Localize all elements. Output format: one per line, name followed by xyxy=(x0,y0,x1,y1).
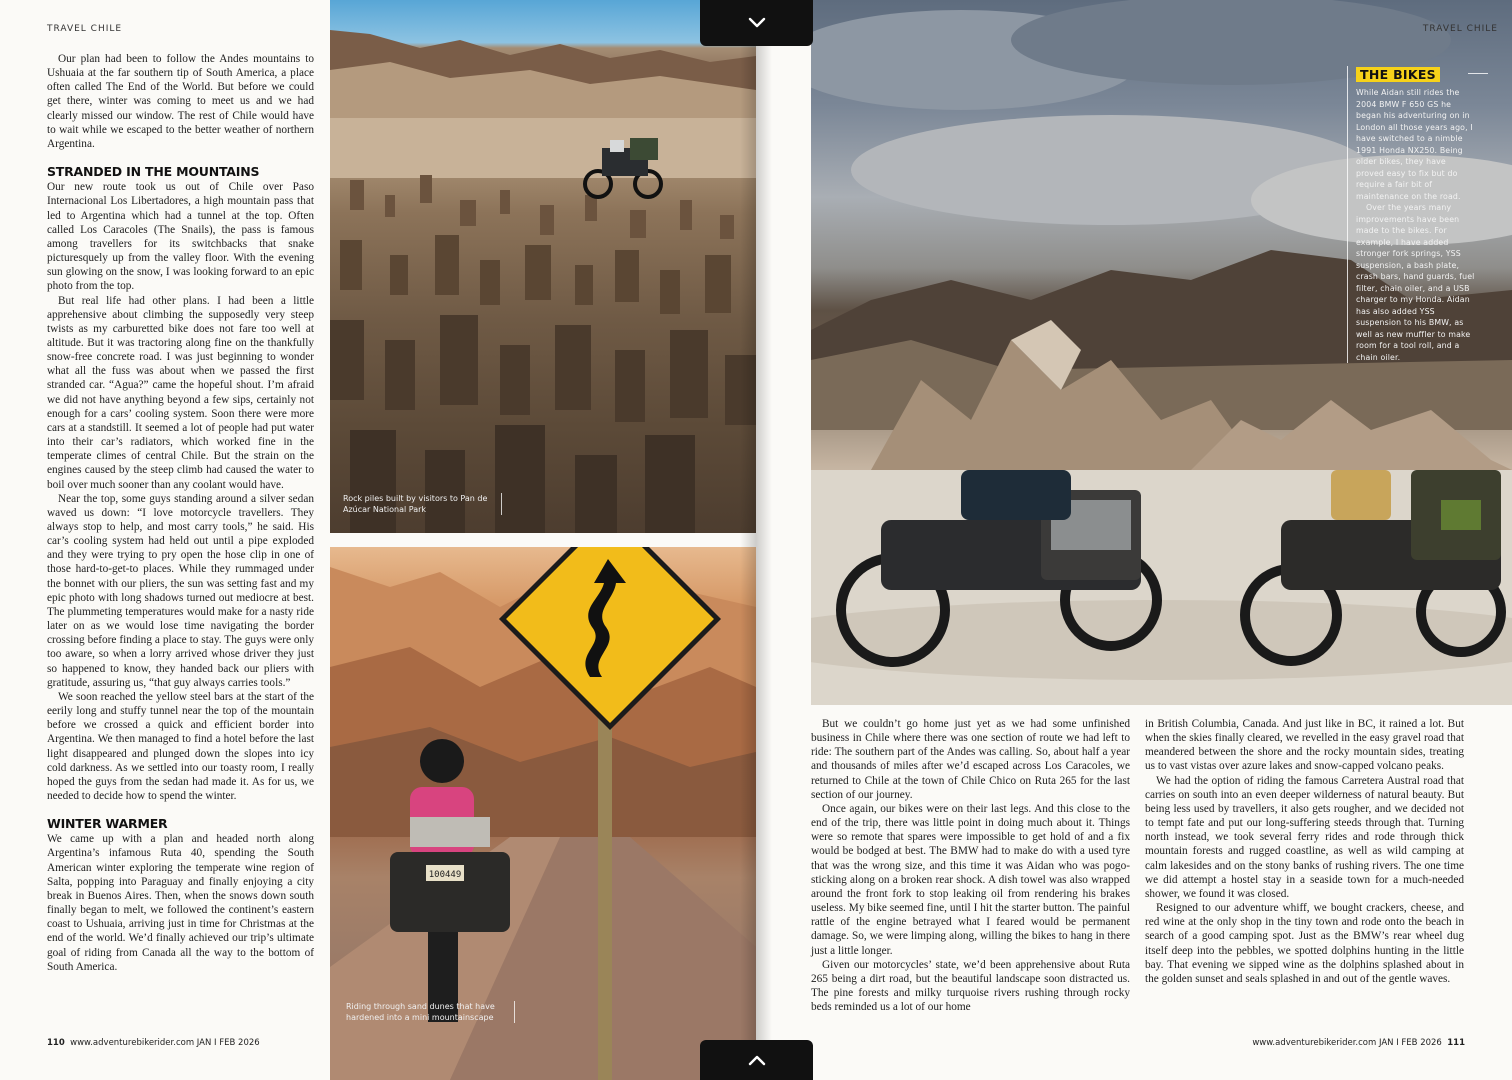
right-column-2 xyxy=(1145,717,1464,986)
paragraph: But real life had other plans. I had been a little apprehensive about climbing the supposedly very steep twists as my carburetted bike does not fare too well at altitude. But it was tractoring along fine on the thankfully snow-free concrete road. I was just beginning to wonder what all the fuss was about when we passed the first stranded car. “Agua?” came the hopeful shout. I’m afraid we did not have anything beyond a few sips, certainly not enough for a cars’ cooling system. Soon there were more cars at a standstill. It seemed a lot of people had put water into their car’s radiators, which worked fine in the temperate climes of central Chile. But the strain on the engines caused by the steep climb had caused the water to boil over much sooner than any coolant would have. xyxy=(47,294,314,491)
folio xyxy=(47,1038,260,1048)
paragraph: But we couldn’t go home just yet as we had some unfinished business in Chile where there was one section of route we had left to ride: The southern part of the Andes was calling. So, about half a year and thousands of miles after we’d escaped across Los Caracoles, we returned to Chile at the town of Chile Chico on Ruta 265 for the last section of our journey. xyxy=(811,718,1130,801)
photo-caption: Rock piles built by visitors to Pan de Azúcar National Park xyxy=(343,493,502,515)
folio-text: www.adventurebikerider.com JAN I FEB 2026 xyxy=(70,1038,260,1048)
paragraph: Our new route took us out of Chile over Paso Internacional Los Libertadores, a high mountain pass that led to Argentina which had a tunnel at the top. Often called Los Caracoles (The Snails), the pass is famous among travellers for its switchbacks that snake picturesquely up from the valley floor. With the evening sun glowing on the snow, I was looking forward to an epic photo from the top. xyxy=(47,181,314,293)
expand-thumbnails-button[interactable] xyxy=(700,1040,813,1080)
right-column-1 xyxy=(811,717,1130,1014)
paragraph: Given our motorcycles’ state, we’d been apprehensive about Ruta 265 being a dirt road, but the beautiful landscape soon distracted us. The pine forests and milky turquoise rivers rushing through rocky beds reminded us a lot of our home xyxy=(811,958,1130,1014)
sidebar-rule xyxy=(1468,73,1488,74)
photo-rock-piles xyxy=(330,0,756,533)
photo-rock-piles-art xyxy=(330,0,756,533)
sidebar-paragraph: While Aidan still rides the 2004 BMW F 650 GS he began his adventuring on in London all those years ago, I have switched to a nimble 1991 Honda NX250. Being older bikes, they have proved easy to fix but do require a fair bit of maintenance on the road. xyxy=(1356,88,1473,201)
section-label: TRAVEL CHILE xyxy=(47,24,123,34)
collapse-toolbar-button[interactable] xyxy=(700,0,813,46)
paragraph: We had the option of riding the famous Carretera Austral road that carries on south into an even deeper wilderness of natural beauty. But being less used by travellers, it also gets rougher, and we decided not to tempt fate and put our long-suffering steeds through that. Turning north instead, we took several ferry rides and rode through thick mountain forests and rugged coastline, as well as wild camping at calm lakesides and on the stony banks of rushing rivers. The one time we did attempt a hostel stay in a seaside town for a much-needed shower, we found it was closed. xyxy=(1145,774,1464,900)
spine-shadow xyxy=(740,0,772,1080)
right-page xyxy=(756,0,1512,1080)
subheading: STRANDED IN THE MOUNTAINS xyxy=(47,164,260,180)
photo-road-sign xyxy=(330,547,756,1080)
paragraph: Once again, our bikes were on their last legs. And this close to the end of the trip, there was little point in doing much about it. Things were so remote that spares were impossible to get hold of and a fix would be bodged at best. The BMW had to make do with a used tyre that was the wrong size, and this time it was Aidan who was pogo-sticking along on a broken rear shock. A dish towel was also wrapped around the front fork to stop leaking oil from rendering his brakes useless. My bike seemed fine, until I hit the starter button. The painful rattle of the engine betrayed what I feared would be permanent damage. So, we were limping along, willing the bikes to hang in there just a little longer. xyxy=(811,802,1130,957)
paragraph: We soon reached the yellow steel bars at the start of the eerily long and stuffy tunnel near the top of the mountain before we crossed a quick and efficient border into Argentina. We then managed to find a hotel before the last light disappeared and plunged down the slopes into icy cold darkness. As we settled into our toasty room, I really hoped the guys from the sedan had made it. As for us, we needed to decide how to spend the winter. xyxy=(47,690,314,802)
paragraph: Resigned to our adventure whiff, we bought crackers, cheese, and red wine at the only shop in the tiny town and rode onto the beach in search of a good camping spot. Just as the BMW’s rear wheel dug itself deep into the pebbles, we spotted dolphins hunting in the little bay. That evening we sipped wine as the dolphins splashed about in the golden sunset and seals splashed in and out of the gentle waves. xyxy=(1145,902,1464,985)
sidebar-title: THE BIKES xyxy=(1356,67,1440,82)
folio-text: www.adventurebikerider.com JAN I FEB 2026 xyxy=(1252,1038,1442,1048)
left-body-text xyxy=(47,52,314,974)
folio xyxy=(1252,1038,1465,1048)
sidebar-text xyxy=(1356,87,1476,363)
paragraph: in British Columbia, Canada. And just like in BC, it rained a lot. But when the skies finally cleared, we revelled in the easy gravel road that meandered between the shore and the rocky mountain sides, treating us to vast vistas over azure lakes and snow-capped volcano peaks. xyxy=(1145,718,1464,773)
sidebar-the-bikes xyxy=(1347,66,1476,363)
subheading: WINTER WARMER xyxy=(47,816,168,832)
section-label: TRAVEL CHILE xyxy=(1422,24,1498,34)
page-number: 110 xyxy=(47,1038,65,1048)
paragraph: Near the top, some guys standing around a silver sedan waved us down: “I love motorcycle travellers. They always stop to help, and most carry tools,” he said. His car’s cooling system had held out until a pipe exploded and they were trying to pry open the hose clip in one of those hard-to-get-to places. While they rummaged under the bonnet with our pliers, the sun was setting fast and my epic photo with long shadows turned out mediocre at best. The plummeting temperatures would make for a nasty ride later on as we would lose time navigating the border crossing before finding a place to stay. The guys were only too aware, so when a lorry arrived whose driver they just so happened to know, they handed back our pliers with gratitude, assuring us, “that guy always carries tools.” xyxy=(47,492,314,689)
sidebar-paragraph: Over the years many improvements have been made to the bikes. For example, I have added stronger fork springs, YSS suspension, a bash plate, crash bars, hand guards, fuel filter, chain oiler, and a USB charger to my Honda. Aidan has also added YSS suspension to his BMW, as well as new muffler to make room for a tool roll, and a chain oiler. xyxy=(1356,203,1475,362)
chevron-up-icon xyxy=(747,1054,767,1066)
paragraph: Our plan had been to follow the Andes mountains to Ushuaia at the far southern tip of South America, a place often called The End of the World. But before we could get there, winter was coming to meet us and we had clearly missed our window. The rest of Chile would have to wait while we escaped to the better weather of northern Argentina. xyxy=(47,53,314,150)
license-plate: 100449 xyxy=(428,870,462,880)
photo-caption: Riding through sand dunes that have hardened into a mini mountainscape xyxy=(346,1001,515,1023)
chevron-down-icon xyxy=(747,17,767,29)
paragraph: We came up with a plan and headed north along Argentina’s infamous Ruta 40, spending the South American winter exploring the temperate wine region of Salta, popping into Paraguay and finally enjoying a city break in Buenos Aires. Then, when the snows down south finally began to melt, we followed the continent’s eastern coast to Ushuaia, arriving just in time for Christmas at the end of the world. We’d finally achieved our trip’s ultimate goal of riding from Canada all the way to the bottom of South America. xyxy=(47,833,314,973)
page-number: 111 xyxy=(1447,1038,1465,1048)
